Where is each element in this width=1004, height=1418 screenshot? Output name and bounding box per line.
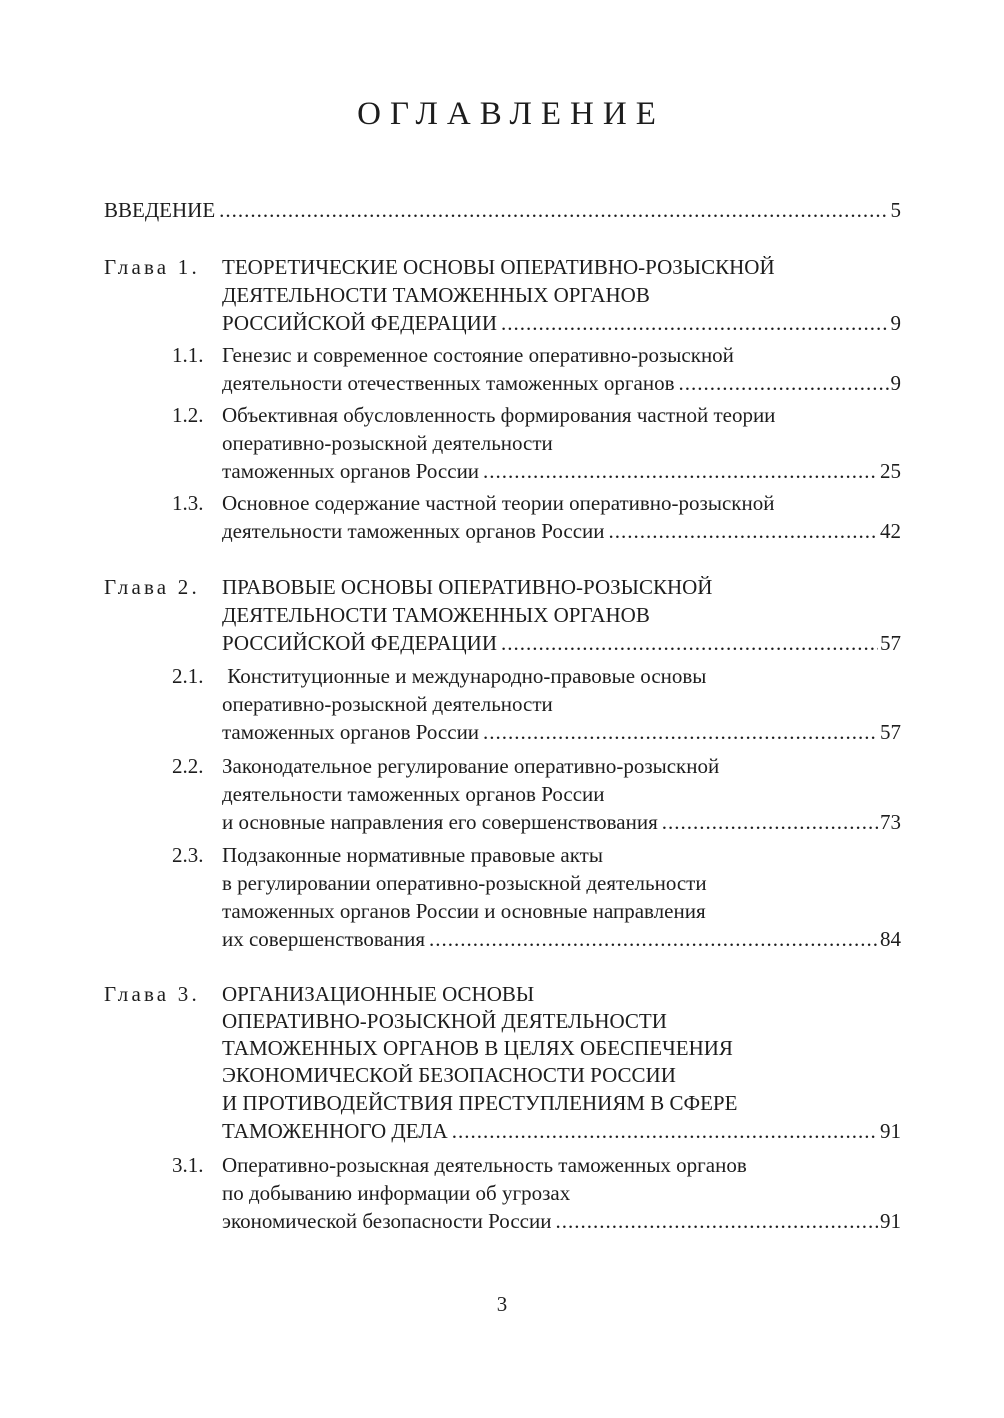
section-title-line: таможенных органов России и основные направления [222,899,706,923]
chapter-label: Глава 2. [104,575,200,599]
chapter-title-line: РОССИЙСКОЙ ФЕДЕРАЦИИ [222,631,497,655]
section-title-line: в регулировании оперативно-розыскной деятельности [222,871,707,895]
page-ref: 91 [880,1119,901,1143]
section-title-line: экономической безопасности России [222,1209,552,1233]
section-title-line: Основное содержание частной теории оперативно-розыскной [222,491,775,515]
dot-leader [483,718,878,746]
section-number: 3.1. [172,1153,204,1177]
page-ref: 57 [880,631,901,655]
chapter-title-line: ОПЕРАТИВНО-РОЗЫСКНОЙ ДЕЯТЕЛЬНОСТИ [222,1009,667,1033]
dot-leader [555,1207,878,1235]
dot-leader [429,925,878,953]
chapter-label: Глава 1. [104,255,200,279]
section-title-line: оперативно-розыскной деятельности [222,431,553,455]
section-title-line: деятельности таможенных органов России [222,519,605,543]
chapter-title-line: РОССИЙСКОЙ ФЕДЕРАЦИИ [222,311,497,335]
section-title-line: деятельности таможенных органов России [222,782,605,806]
toc-entry-chapter-2[interactable] [222,629,901,657]
chapter-title-line: ТАМОЖЕННОГО ДЕЛА [222,1119,448,1143]
dot-leader [609,517,878,545]
section-title-line: по добыванию информации об угрозах [222,1181,571,1205]
chapter-title-line: ТЕОРЕТИЧЕСКИЕ ОСНОВЫ ОПЕРАТИВНО-РОЗЫСКНОЙ [222,255,775,279]
toc-entry-section-1-2[interactable] [222,457,901,485]
dot-leader [483,457,878,485]
page-ref: 25 [880,459,901,483]
toc-entry-section-2-3[interactable] [222,925,901,953]
page-title: ОГЛАВЛЕНИЕ [357,96,665,132]
toc-entry-chapter-3[interactable] [222,1117,901,1145]
section-title-line: оперативно-розыскной деятельности [222,692,553,716]
dot-leader [219,196,888,224]
section-title-line: деятельности отечественных таможенных органов [222,371,675,395]
chapter-title-line: ПРАВОВЫЕ ОСНОВЫ ОПЕРАТИВНО-РОЗЫСКНОЙ [222,575,713,599]
toc-entry-section-2-1[interactable] [222,718,901,746]
section-number: 2.1. [172,664,204,688]
page-ref: 9 [890,311,901,335]
chapter-title-line: ДЕЯТЕЛЬНОСТИ ТАМОЖЕННЫХ ОРГАНОВ [222,283,650,307]
dot-leader [662,808,878,836]
section-title-line: и основные направления его совершенствования [222,810,658,834]
toc-entry-section-1-3[interactable] [222,517,901,545]
toc-entry-section-2-2[interactable] [222,808,901,836]
toc-entry-section-1-1[interactable] [222,369,901,397]
page-ref: 9 [890,371,901,395]
section-title-line: Объективная обусловленность формирования частной теории [222,403,776,427]
section-title-line: таможенных органов России [222,459,480,483]
toc-entry-section-3-1[interactable] [222,1207,901,1235]
dot-leader [501,309,889,337]
page-number: 3 [496,1292,508,1316]
chapter-title-line: ДЕЯТЕЛЬНОСТИ ТАМОЖЕННЫХ ОРГАНОВ [222,603,650,627]
section-number: 1.1. [172,343,204,367]
chapter-title-line: ТАМОЖЕННЫХ ОРГАНОВ В ЦЕЛЯХ ОБЕСПЕЧЕНИЯ [222,1036,733,1060]
section-title-line: Законодательное регулирование оперативно-розыскной [222,754,720,778]
page-ref: 91 [880,1209,901,1233]
section-title-line: Конституционные и международно-правовые основы [222,664,707,688]
page-ref: 84 [880,927,901,951]
chapter-label: Глава 3. [104,982,200,1006]
section-number: 1.3. [172,491,204,515]
section-title-line: их совершенствования [222,927,426,951]
page-ref: 5 [890,198,901,222]
section-number: 2.3. [172,843,204,867]
chapter-title-line: ОРГАНИЗАЦИОННЫЕ ОСНОВЫ [222,982,535,1006]
page-ref: 57 [880,720,901,744]
section-title-line: Оперативно-розыскная деятельность таможенных органов [222,1153,747,1177]
toc-entry-chapter-1[interactable] [222,309,901,337]
section-title-line: Генезис и современное состояние оперативно-розыскной [222,343,734,367]
page-ref: 42 [880,519,901,543]
dot-leader [679,369,889,397]
chapter-title-line: И ПРОТИВОДЕЙСТВИЯ ПРЕСТУПЛЕНИЯМ В СФЕРЕ [222,1091,738,1115]
page-ref: 73 [880,810,901,834]
chapter-title-line: ЭКОНОМИЧЕСКОЙ БЕЗОПАСНОСТИ РОССИИ [222,1063,676,1087]
section-number: 1.2. [172,403,204,427]
dot-leader [501,629,878,657]
section-number: 2.2. [172,754,204,778]
section-title-line: таможенных органов России [222,720,480,744]
toc-entry-intro[interactable] [104,196,901,224]
entry-title: ВВЕДЕНИЕ [104,198,216,222]
section-title-line: Подзаконные нормативные правовые акты [222,843,603,867]
dot-leader [452,1117,878,1145]
